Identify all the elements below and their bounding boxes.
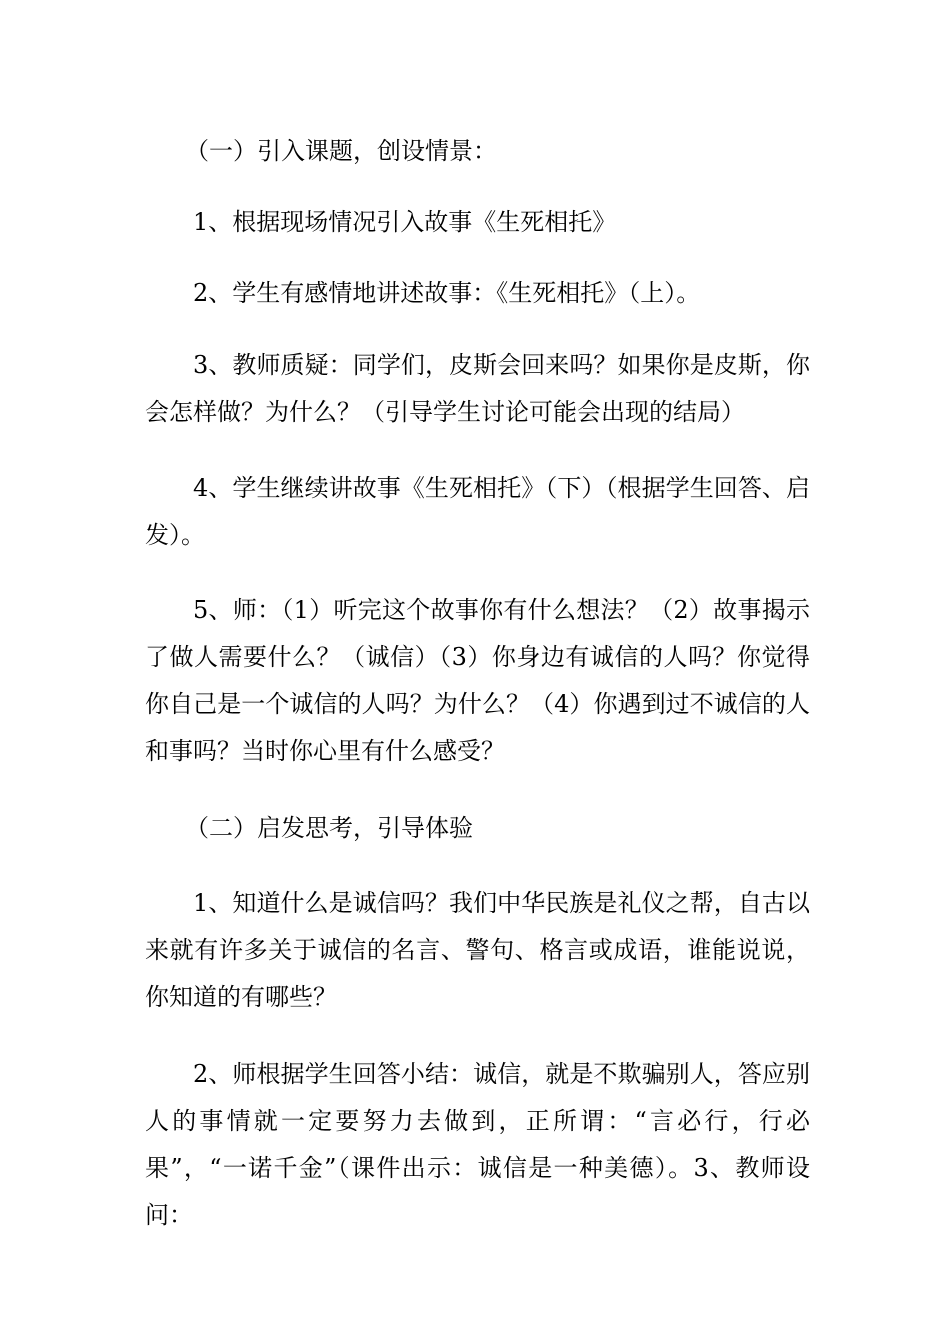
section-1-item-2: 2、学生有感情地讲述故事：《生死相托》（上）。 [193,279,701,307]
section-1-item-5: 5、师：（1）听完这个故事你有什么想法？（2）故事揭示了做人需要什么？（诚信）（3）你身边有诚信的人吗？你觉得你自己是一个诚信的人吗？为什么？（4）你遇到过不诚信的人和事吗？当时你心里有什么感受？ [145,596,810,765]
section-2-item-2: 2、师根据学生回答小结：诚信，就是不欺骗别人，答应别人的事情就一定要努力去做到，正所谓：“言必行，行必果”，“一诺千金”（课件出示：诚信是一种美德）。3、教师设问： [145,1060,810,1229]
section-1-heading: （一）引入课题，创设情景： [185,137,497,165]
section-1-item-4: 4、学生继续讲故事《生死相托》（下）（根据学生回答、启发）。 [145,474,810,549]
section-1-item-1: 1、根据现场情况引入故事《生死相托》 [193,208,617,236]
section-2-item-1: 1、知道什么是诚信吗？我们中华民族是礼仪之帮，自古以来就有许多关于诚信的名言、警句、格言或成语，谁能说说，你知道的有哪些？ [145,889,810,1011]
section-1-item-3: 3、教师质疑：同学们，皮斯会回来吗？如果你是皮斯，你会怎样做？为什么？（引导学生讨论可能会出现的结局） [145,351,810,426]
section-2-heading: （二）启发思考，引导体验 [185,814,473,842]
